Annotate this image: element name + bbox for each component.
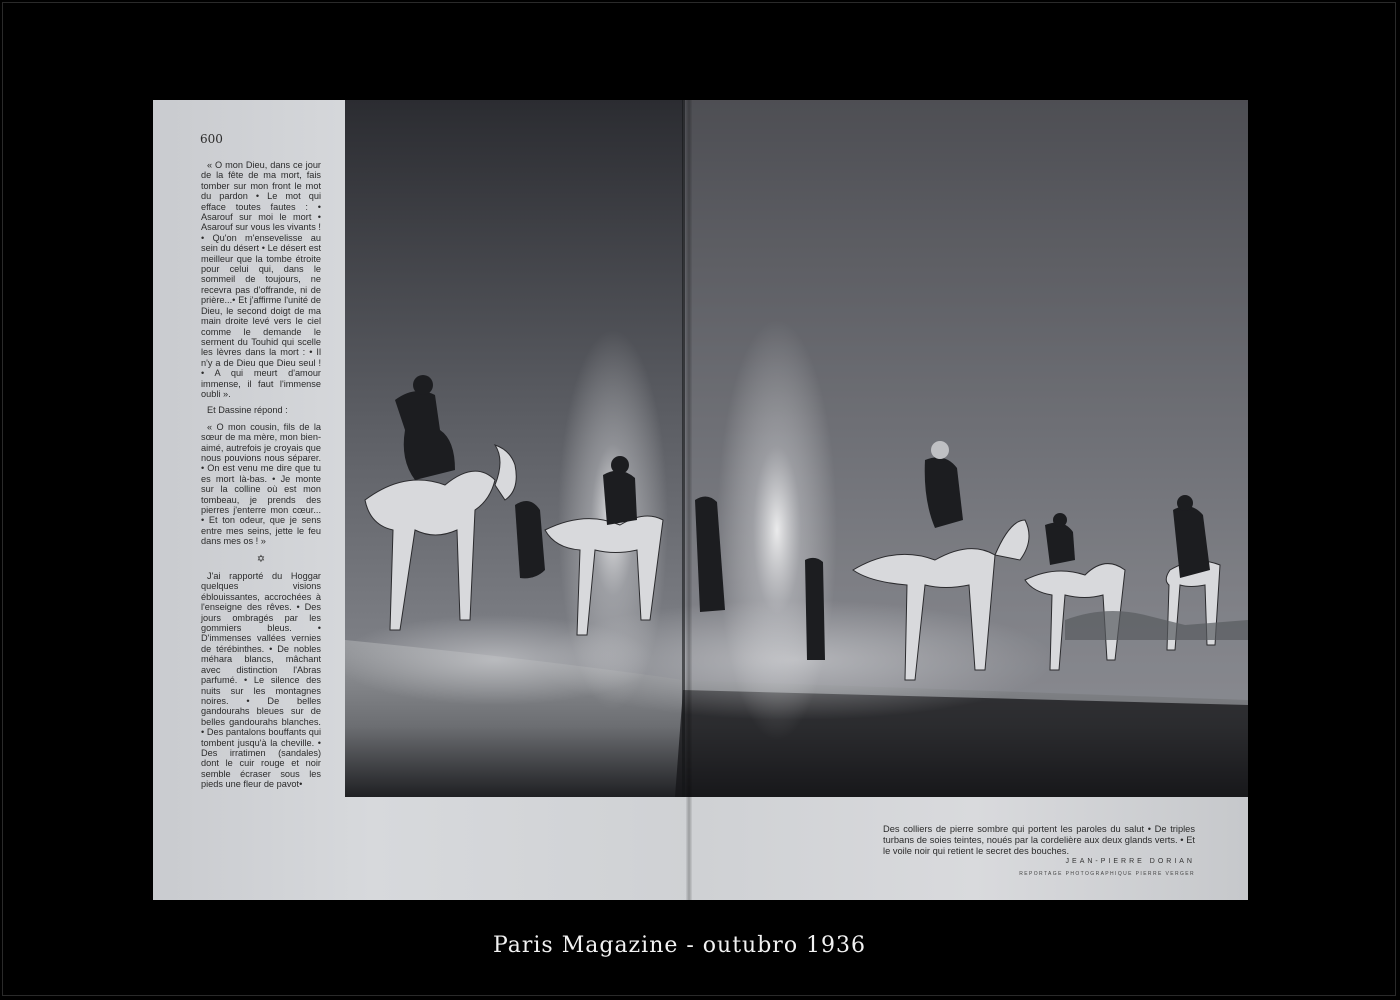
page-gutter	[686, 100, 692, 900]
section-star-ornament: ✡	[256, 553, 266, 565]
page-number: 600	[200, 132, 223, 146]
footer-caption: Paris Magazine - outubro 1936	[492, 933, 867, 958]
camel-riders-photo	[345, 100, 1248, 797]
article-paragraph-3: « O mon cousin, fils de la sœur de ma mère, mon bien-aimé, autrefois je croyais que nous pouvions nous séparer. • On est venu me dire que tu es mort là-bas. • Je monte sur la colline où est mon tombeau, je prends des pierres j'enterre mon cœur... • Et ton odeur, que je sens entre mes seins, jette le feu dans mes os ! »	[201, 421, 321, 547]
article-paragraph-2: Et Dassine répond :	[207, 405, 288, 416]
article-paragraph-1: « O mon Dieu, dans ce jour de la fête de ma mort, fais tomber sur mon front le mot du pardon • Le mot qui efface toutes fautes : • Asarouf sur moi le mort • Asarouf sur vous les vivants ! • Qu'on m'ensevelisse au sein du désert • Le désert est meilleur que la tombe étroite pour celui qui, dans le sommeil de toujours, ne recevra pas d'offrande, ni de prière...• Et j'affirme l'unité de Dieu, le second doigt de ma main droite levé vers le ciel comme le demande le serment du Touhid qui scelle les lèvres dans la mort : • Il n'y a de Dieu que Dieu seul ! • A qui meurt d'amour immense, il faut l'immense oubli ».	[201, 160, 321, 399]
photo-credit: REPORTAGE PHOTOGRAPHIQUE PIERRE VERGER	[1019, 871, 1195, 877]
photo-caption: Des colliers de pierre sombre qui portent les paroles du salut • De triples turbans de soies teintes, noués par la cordelière aux deux glands verts. • Et le voile noir qui retient le secret des bouches.	[883, 824, 1195, 856]
author-byline: JEAN-PIERRE DORIAN	[1065, 858, 1195, 865]
magazine-spread	[153, 100, 1248, 900]
article-paragraph-4: J'ai rapporté du Hoggar quelques visions éblouissantes, accrochées à l'enseigne des rêves. • Des jours ombragés par les gommiers bleus. • D'immenses vallées vernies de térébinthes. • De nobles méhara blancs, mâchant avec distinction l'Abras parfumé. • Le silence des nuits sur les montagnes noires. • De belles gandourahs bleues sur de belles gandourahs blanches. • Des pantalons bouffants qui tombent jusqu'à la cheville. • Des irratimen (sandales) dont le cuir rouge et noir semble écraser sous les pieds une fleur de pavot•	[201, 571, 321, 790]
article-text-column	[201, 160, 321, 796]
